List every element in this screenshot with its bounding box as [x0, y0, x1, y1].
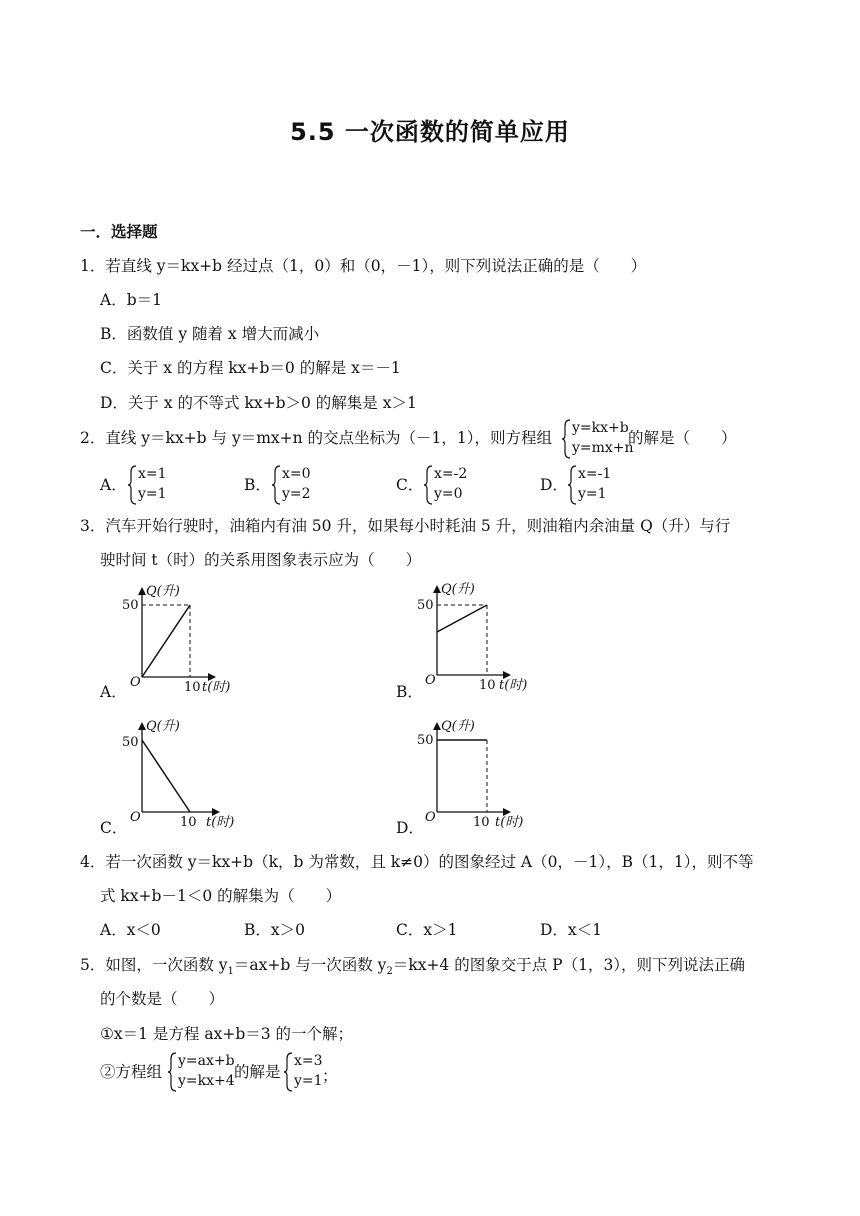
y-tick-50: 50 [417, 733, 434, 748]
x-tick-10: 10 [479, 678, 496, 693]
q2-option-b [272, 464, 332, 506]
q2-c-x: x=-2 [434, 466, 468, 482]
brace-icon [284, 1051, 294, 1093]
q5-item-2-part2: 的解是 [234, 1063, 281, 1081]
q2-option-a-label: A． [100, 476, 127, 494]
y-tick-50: 50 [417, 598, 434, 613]
q3-graph-c [112, 715, 247, 830]
q5-item-1: ①x＝1 是方程 ax+b＝3 的一个解； [100, 1025, 354, 1043]
q2-a-y: y=1 [138, 486, 167, 502]
q2-equation-system [562, 418, 632, 460]
q4-option-a: A．x＜0 [100, 921, 161, 939]
axis-label-t: t(时) [499, 678, 528, 693]
axis-label-q: Q(升) [146, 584, 180, 599]
q1-stem: 1．若直线 y＝kx+b 经过点（1，0）和（0，－1），则下列说法正确的是（ ） [80, 257, 647, 275]
section-heading: 一．选择题 [80, 223, 158, 241]
q5-item-2-end: ； [322, 1067, 338, 1085]
x-tick-10: 10 [180, 815, 197, 830]
q3-graph-b [407, 578, 537, 693]
q2-a-x: x=1 [138, 466, 167, 482]
q5-system-eq2: y=kx+4 [178, 1073, 235, 1089]
brace-icon [562, 418, 572, 460]
q2-option-b-label: B． [244, 476, 271, 494]
q2-d-y: y=1 [578, 486, 607, 502]
q5-solution-x: x=3 [294, 1053, 323, 1069]
q4-option-d: D．x＜1 [540, 921, 603, 939]
q3-option-a-label: A． [100, 683, 127, 701]
q4-stem-line1: 4．若一次函数 y＝kx+b（k，b 为常数，且 k≠0）的图象经过 A（0，－1），B（1，1），则不等 [80, 853, 754, 871]
q5-text-b: ＝ax+b 与一次函数 y [233, 956, 387, 974]
origin-label: O [130, 810, 141, 825]
origin-label: O [425, 673, 436, 688]
q2-b-x: x=0 [282, 466, 311, 482]
x-tick-10: 10 [473, 815, 490, 830]
q4-option-b: B．x＞0 [244, 921, 305, 939]
axis-label-q: Q(升) [146, 719, 180, 734]
q2-b-y: y=2 [282, 486, 311, 502]
q2-c-y: y=0 [434, 486, 463, 502]
brace-icon [168, 1051, 178, 1093]
origin-label: O [130, 675, 141, 690]
q2-stem-part1: 2．直线 y＝kx+b 与 y＝mx+n 的交点坐标为（－1，1），则方程组 [80, 429, 553, 447]
q5-item-2-part1: ②方程组 [100, 1063, 163, 1081]
q2-stem-part2: 的解是（ ） [628, 429, 737, 447]
x-tick-10: 10 [184, 680, 201, 695]
q2-option-c [424, 464, 484, 506]
brace-icon [272, 464, 282, 506]
brace-icon [568, 464, 578, 506]
q1-option-a: A．b＝1 [100, 291, 162, 309]
q2-option-d [568, 464, 628, 506]
q4-option-c: C．x＞1 [396, 921, 458, 939]
q5-sub1: 1 [227, 966, 234, 978]
q5-sub2: 2 [386, 966, 393, 978]
y-tick-50: 50 [122, 735, 139, 750]
q5-equation-system [168, 1051, 240, 1093]
axis-label-q: Q(升) [441, 582, 475, 597]
axis-label-t: t(时) [202, 680, 231, 695]
brace-icon [128, 464, 138, 506]
page-title: 5.5 一次函数的简单应用 [290, 118, 570, 146]
q5-solution-y: y=1 [294, 1073, 323, 1089]
q1-option-c: C．关于 x 的方程 kx+b＝0 的解是 x＝－1 [100, 359, 401, 377]
q3-stem-line1: 3．汽车开始行驶时，油箱内有油 50 升，如果每小时耗油 5 升，则油箱内余油量 Q（升）与行 [80, 517, 731, 535]
q5-stem-line1 [80, 955, 745, 982]
q5-stem-line2: 的个数是（ ） [100, 990, 225, 1008]
axis-label-q: Q(升) [441, 719, 475, 734]
q5-text-a: 5．如图，一次函数 y [80, 956, 228, 974]
q5-system-eq1: y=ax+b [178, 1053, 235, 1069]
q4-stem-line2: 式 kx+b－1＜0 的解集为（ ） [100, 887, 342, 905]
q3-option-b-label: B． [396, 683, 423, 701]
q2-option-d-label: D． [540, 476, 568, 494]
q2-system-eq1: y=kx+b [572, 420, 629, 436]
q3-graph-d [407, 713, 537, 830]
q1-option-d: D．关于 x 的不等式 kx+b＞0 的解集是 x＞1 [100, 394, 417, 412]
origin-label: O [425, 810, 436, 825]
q3-graph-a [112, 580, 242, 695]
q2-option-c-label: C． [396, 476, 424, 494]
axis-label-t: t(时) [495, 815, 524, 830]
q1-option-b: B．函数值 y 随着 x 增大而减小 [100, 325, 320, 343]
axis-label-t: t(时) [206, 815, 235, 830]
q2-system-eq2: y=mx+n [572, 440, 634, 456]
y-tick-50: 50 [122, 598, 139, 613]
brace-icon [424, 464, 434, 506]
q3-option-c-label: C． [100, 819, 128, 837]
q2-option-a [128, 464, 188, 506]
q3-stem-line2: 驶时间 t（时）的关系用图象表示应为（ ） [100, 551, 422, 569]
q5-text-c: ＝kx+4 的图象交于点 P（1，3），则下列说法正确 [392, 956, 746, 974]
q2-d-x: x=-1 [578, 466, 612, 482]
q3-option-d-label: D． [396, 819, 424, 837]
